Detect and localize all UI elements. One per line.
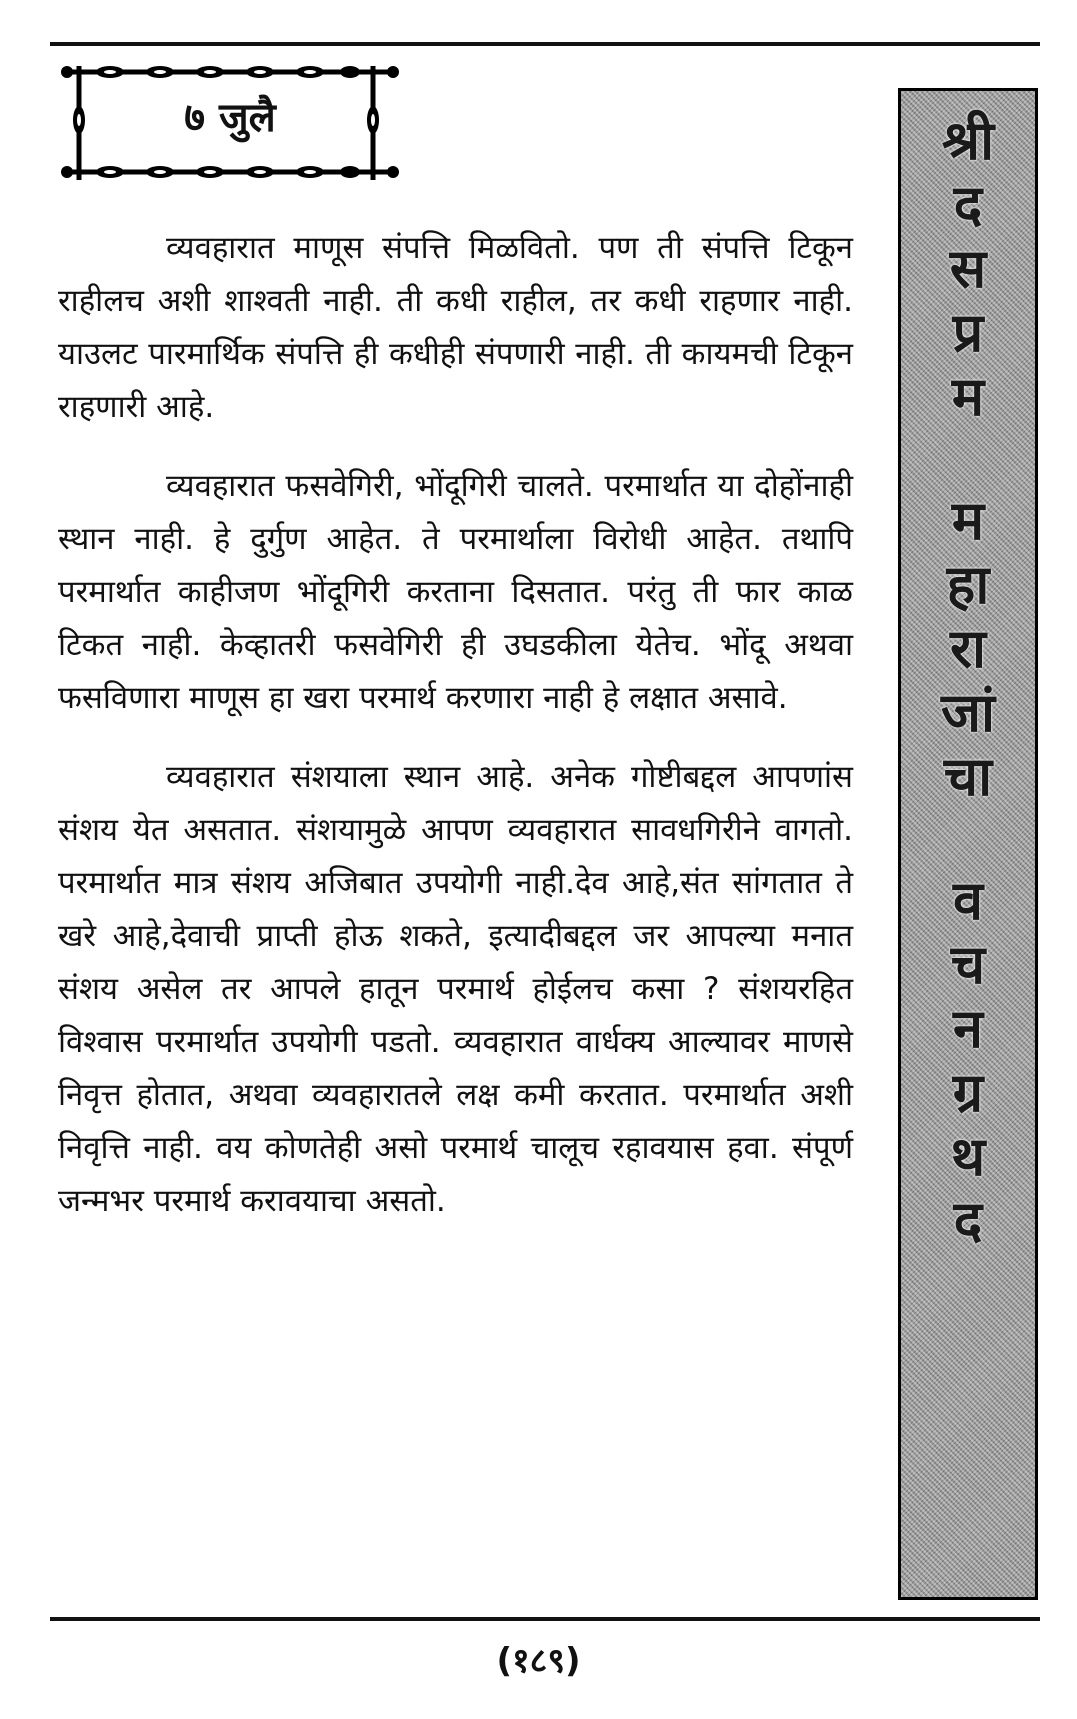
side-banner (898, 88, 1038, 1600)
banner-char: रा (949, 617, 987, 680)
banner-char: श्री (941, 109, 995, 172)
banner-char: न (953, 997, 983, 1060)
page-number: (१८९) (496, 1641, 581, 1681)
date-box (55, 60, 405, 188)
banner-char: चा (943, 745, 993, 808)
bottom-rule (50, 1617, 1040, 1621)
paragraph-2: व्यवहारात फसवेगिरी, भोंदूगिरी चालते. परमार्थात या दोहोंनाही स्थान नाही. हे दुर्गुण आहेत. ते परमार्थाला विरोधी आहेत. तथापि परमार्थात काहीजण भोंदूगिरी करताना दिसतात. परंतु ती फार काळ टिकत नाही. केव्हातरी फसवेगिरी ही उघडकीला येतेच. भोंदू अथवा फसविणारा माणूस हा खरा परमार्थ करणारा नाही हे लक्षात असावे. (58, 468, 853, 716)
banner-char: म (951, 489, 985, 552)
top-rule (50, 42, 1040, 46)
banner-char: स (949, 237, 987, 300)
banner-char: थ (950, 1125, 986, 1188)
paragraph-1: व्यवहारात माणूस संपत्ति मिळवितो. पण ती संपत्ति टिकून राहीलच अशी शाश्वती नाही. ती कधी राहील, तर कधी राहणार नाही. याउलट पारमार्थिक संपत्ति ही कधीही संपणारी नाही. ती कायमची टिकून राहणारी आहे. (58, 230, 853, 425)
banner-char: द (953, 173, 983, 236)
body-text (58, 222, 853, 1254)
banner-char: जां (940, 681, 996, 744)
paragraph-3: व्यवहारात संशयाला स्थान आहे. अनेक गोष्टीबद्दल आपणांस संशय येत असतात. संशयामुळे आपण व्यवहारात सावधगिरीने वागतो. परमार्थात मात्र संशय अजिबात उपयोगी नाही.देव आहे,संत सांगतात ते खरे आहे,देवाची प्राप्ती होऊ शकते, इत्यादीबद्दल जर आपल्या मनात संशय असेल तर आपले हातून परमार्थ होईलच कसा ? संशयरहित विश्वास परमार्थात उपयोगी पडतो. व्यवहारात वार्धक्य आल्यावर माणसे निवृत्त होतात, अथवा व्यवहारातले लक्ष कमी करतात. परमार्थात अशी निवृत्ति नाही. वय कोणतेही असो परमार्थ चालूच रहावयास हवा. संपूर्ण जन्मभर परमार्थ करावयाचा असतो. (58, 759, 853, 1219)
banner-char: व (952, 869, 984, 932)
date-heading: ७ जुलै (184, 95, 276, 141)
banner-char: द (953, 1189, 983, 1252)
banner-char: म (951, 365, 985, 428)
banner-char: हा (946, 553, 990, 616)
banner-char: प्र (952, 301, 984, 364)
banner-char: ग्र (952, 1061, 984, 1124)
banner-char: च (950, 933, 986, 996)
